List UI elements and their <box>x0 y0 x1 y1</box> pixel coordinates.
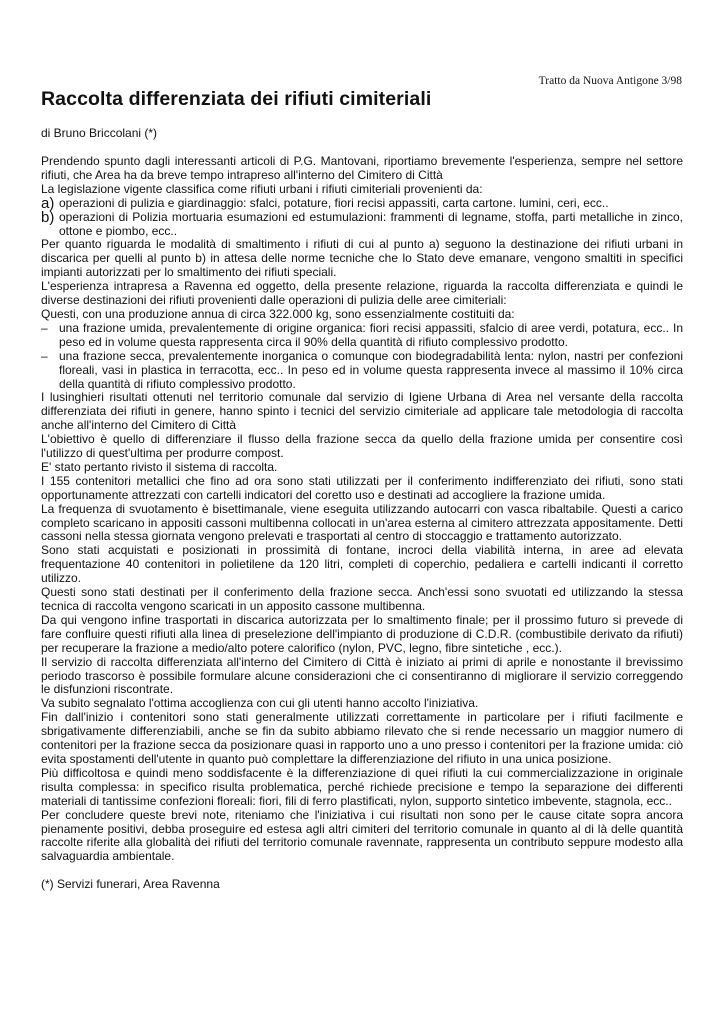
list-item-text: una frazione umida, prevalentemente di origine organica: fiori recisi appassiti, sfalcio di aree verdi, potatura, ecc.. In peso ed in volume questa rappresenta circa il 90% della quantità di rifiuto complessivo prodotto. <box>59 320 683 349</box>
body-paragraph: Il servizio di raccolta differenziata all'interno del Cimitero di Città è iniziato ai primi di aprile e nonostante il brevissimo periodo trascorso è possibile formulare alcune considerazioni che ci consentiranno di migliorare il servizio correggendo le disfunzioni riscontrate. <box>41 654 683 697</box>
dash-marker: – <box>41 320 48 335</box>
list-item-text: operazioni di Polizia mortuaria esumazioni ed estumulazioni: frammenti di legname, stoffa, parti metalliche in zinco, ottone e piombo, ecc.. <box>59 209 683 238</box>
list-item <box>41 194 683 212</box>
list-item-text: operazioni di pulizia e giardinaggio: sfalci, potature, fiori recisi appassiti, carta cartone. lumini, ceri, ecc.. <box>59 195 609 210</box>
list-item <box>41 350 683 392</box>
body-paragraph: E' stato pertanto rivisto il sistema di raccolta. <box>41 459 278 474</box>
list-item <box>41 322 683 350</box>
body-paragraph: Più difficoltosa e quindi meno soddisfacente è la differenziazione di quei rifiuti la cui commercializzazione in originale risulta complessa: in specifico risulta problematica, perché richiede precisione e tempo la separazione dei differenti materiali di tantissime confezioni floreali: fiori, fili di ferro plastificati, nylon, supporto sintetico imbevente, stagnola, ecc.. <box>41 765 683 808</box>
intro-paragraph: Prendendo spunto dagli interessanti articoli di P.G. Mantovani, riportiamo brevemente l'esperienza, sempre nel settore rifiuti, che Area ha da breve tempo intrapreso all'interno del Cimitero di Città <box>41 154 683 182</box>
author-line: di Bruno Briccolani (*) <box>41 126 158 140</box>
spacer <box>41 864 683 878</box>
footnote: (*) Servizi funerari, Area Ravenna <box>41 877 220 892</box>
body-paragraph: Sono stati acquistati e posizionati in prossimità di fontane, incroci della viabilità interna, in aree ad elevata frequentazione 40 contenitori in polietilene da 120 litri, completi di coperchio, pedaliera e cartelli indicanti il corretto utilizzo. <box>41 543 683 586</box>
body-paragraph: L'esperienza intrapresa a Ravenna ed oggetto, della presente relazione, riguarda la raccolta differenziata e quindi le diverse destinazioni dei rifiuti provenienti dalle operazioni di pulizia delle aree cimiteriali: <box>41 279 683 308</box>
body-paragraph: Questi, con una produzione annua di circa 322.000 kg, sono essenzialmente costituiti da: <box>41 306 515 321</box>
article-body <box>41 155 683 892</box>
intro-paragraph: La legislazione vigente classifica come rifiuti urbani i rifiuti cimiteriali provenienti da: <box>41 181 483 196</box>
list-item <box>41 208 683 239</box>
body-paragraph: Per concludere queste brevi note, riteniamo che l'iniziativa i cui risultati non sono per le cause citate sopra ancora pienamente positivi, debba proseguire ed estesa agli altri cimiteri del territorio comunale in quanto al di là delle quantità raccolte riferite alla globalità dei rifiuti del territorio comunale ravennate, rappresenta un contributo seppure modesto alla salvaguardia ambientale. <box>41 807 683 864</box>
article-title: Raccolta differenziata dei rifiuti cimiteriali <box>41 88 432 110</box>
source-note: Tratto da Nuova Antigone 3/98 <box>538 75 682 87</box>
list-marker: b) <box>41 208 55 226</box>
dash-marker: – <box>41 348 48 363</box>
body-paragraph: I lusinghieri risultati ottenuti nel territorio comunale dal servizio di Igiene Urbana di Area nel versante della raccolta differenziata dei rifiuti in genere, hanno spinto i tecnici del servizio cimiteriale ad applicare tale metodologia di raccolta anche all'interno del Cimitero di Città <box>41 390 683 433</box>
body-paragraph: Da qui vengono infine trasportati in discarica autorizzata per lo smaltimento finale; per il prossimo futuro si prevede di fare confluire questi rifiuti alla linea di preselezione dell'impianto di produzione di C.D.R. (combustibile derivato da rifiuti) per recuperare la frazione a medio/alto potere calorifico (nylon, PVC, legno, fibre sintetiche , ecc.). <box>41 612 683 655</box>
list-item-text: una frazione secca, prevalentemente inorganica o comunque con biodegradabilità lenta: nylon, nastri per confezioni floreali, vasi in plastica in terracotta, ecc.. In peso ed in volume questa rappresenta invece al massimo il 10% circa della quantità di rifiuto complessivo prodotto. <box>59 348 683 391</box>
body-paragraph: Questi sono stati destinati per il conferimento della frazione secca. Anch'essi sono svuotati ed utilizzando la stessa tecnica di raccolta vengono scaricati in un apposito cassone multibenna. <box>41 585 683 613</box>
body-paragraph: Fin dall'inizio i contenitori sono stati generalmente utilizzati correttamente in particolare per i rifiuti facilmente e sbrigativamente differenziabili, anche se fin da subito abbiamo rilevato che si rende necessario un maggior numero di contenitori per la frazione secca da posizionare quasi in rapporto uno a uno presso i contenitori per la frazione umida: ciò evita spostamenti dell'utente in quanto può complettare la differenziazione del rifiuto in una unica posizione. <box>41 710 683 766</box>
body-paragraph: Va subito segnalato l'ottima accoglienza con cui gli utenti hanno accolto l'iniziativa. <box>41 696 479 711</box>
body-paragraph: L'obiettivo è quello di differenziare il flusso della frazione secca da quello della frazione umida per consentire così l'utilizzo di quest'ultima per produrre compost. <box>41 432 683 461</box>
body-paragraph: La frequenza di svuotamento è bisettimanale, viene eseguita utilizzando autocarri con vasca ribaltabile. Questi a carico completo scaricano in appositi cassoni multibenna collocati in un'area esterna al cimitero attrezzata appositamente. Detti cassoni nella stessa giornata vengono prelevati e trasportati al centro di stoccaggio e trattamento autorizzato. <box>41 501 683 544</box>
body-paragraph: Per quanto riguarda le modalità di smaltimento i rifiuti di cui al punto a) seguono la destinazione dei rifiuti urbani in discarica per quelli al punto b) in attesa delle norme tecniche che lo Stato deve emanare, vengono smaltiti in specifici impianti autorizzati per lo smaltimento dei rifiuti speciali. <box>41 237 683 280</box>
list-marker: a) <box>41 194 55 212</box>
body-paragraph: I 155 contenitori metallici che fino ad ora sono stati utilizzati per il conferimento indifferenziato dei rifiuti, sono stati opportunamente attrezzati con cartelli indicatori del coretto uso e destinati ad accogliere la frazione umida. <box>41 473 683 502</box>
